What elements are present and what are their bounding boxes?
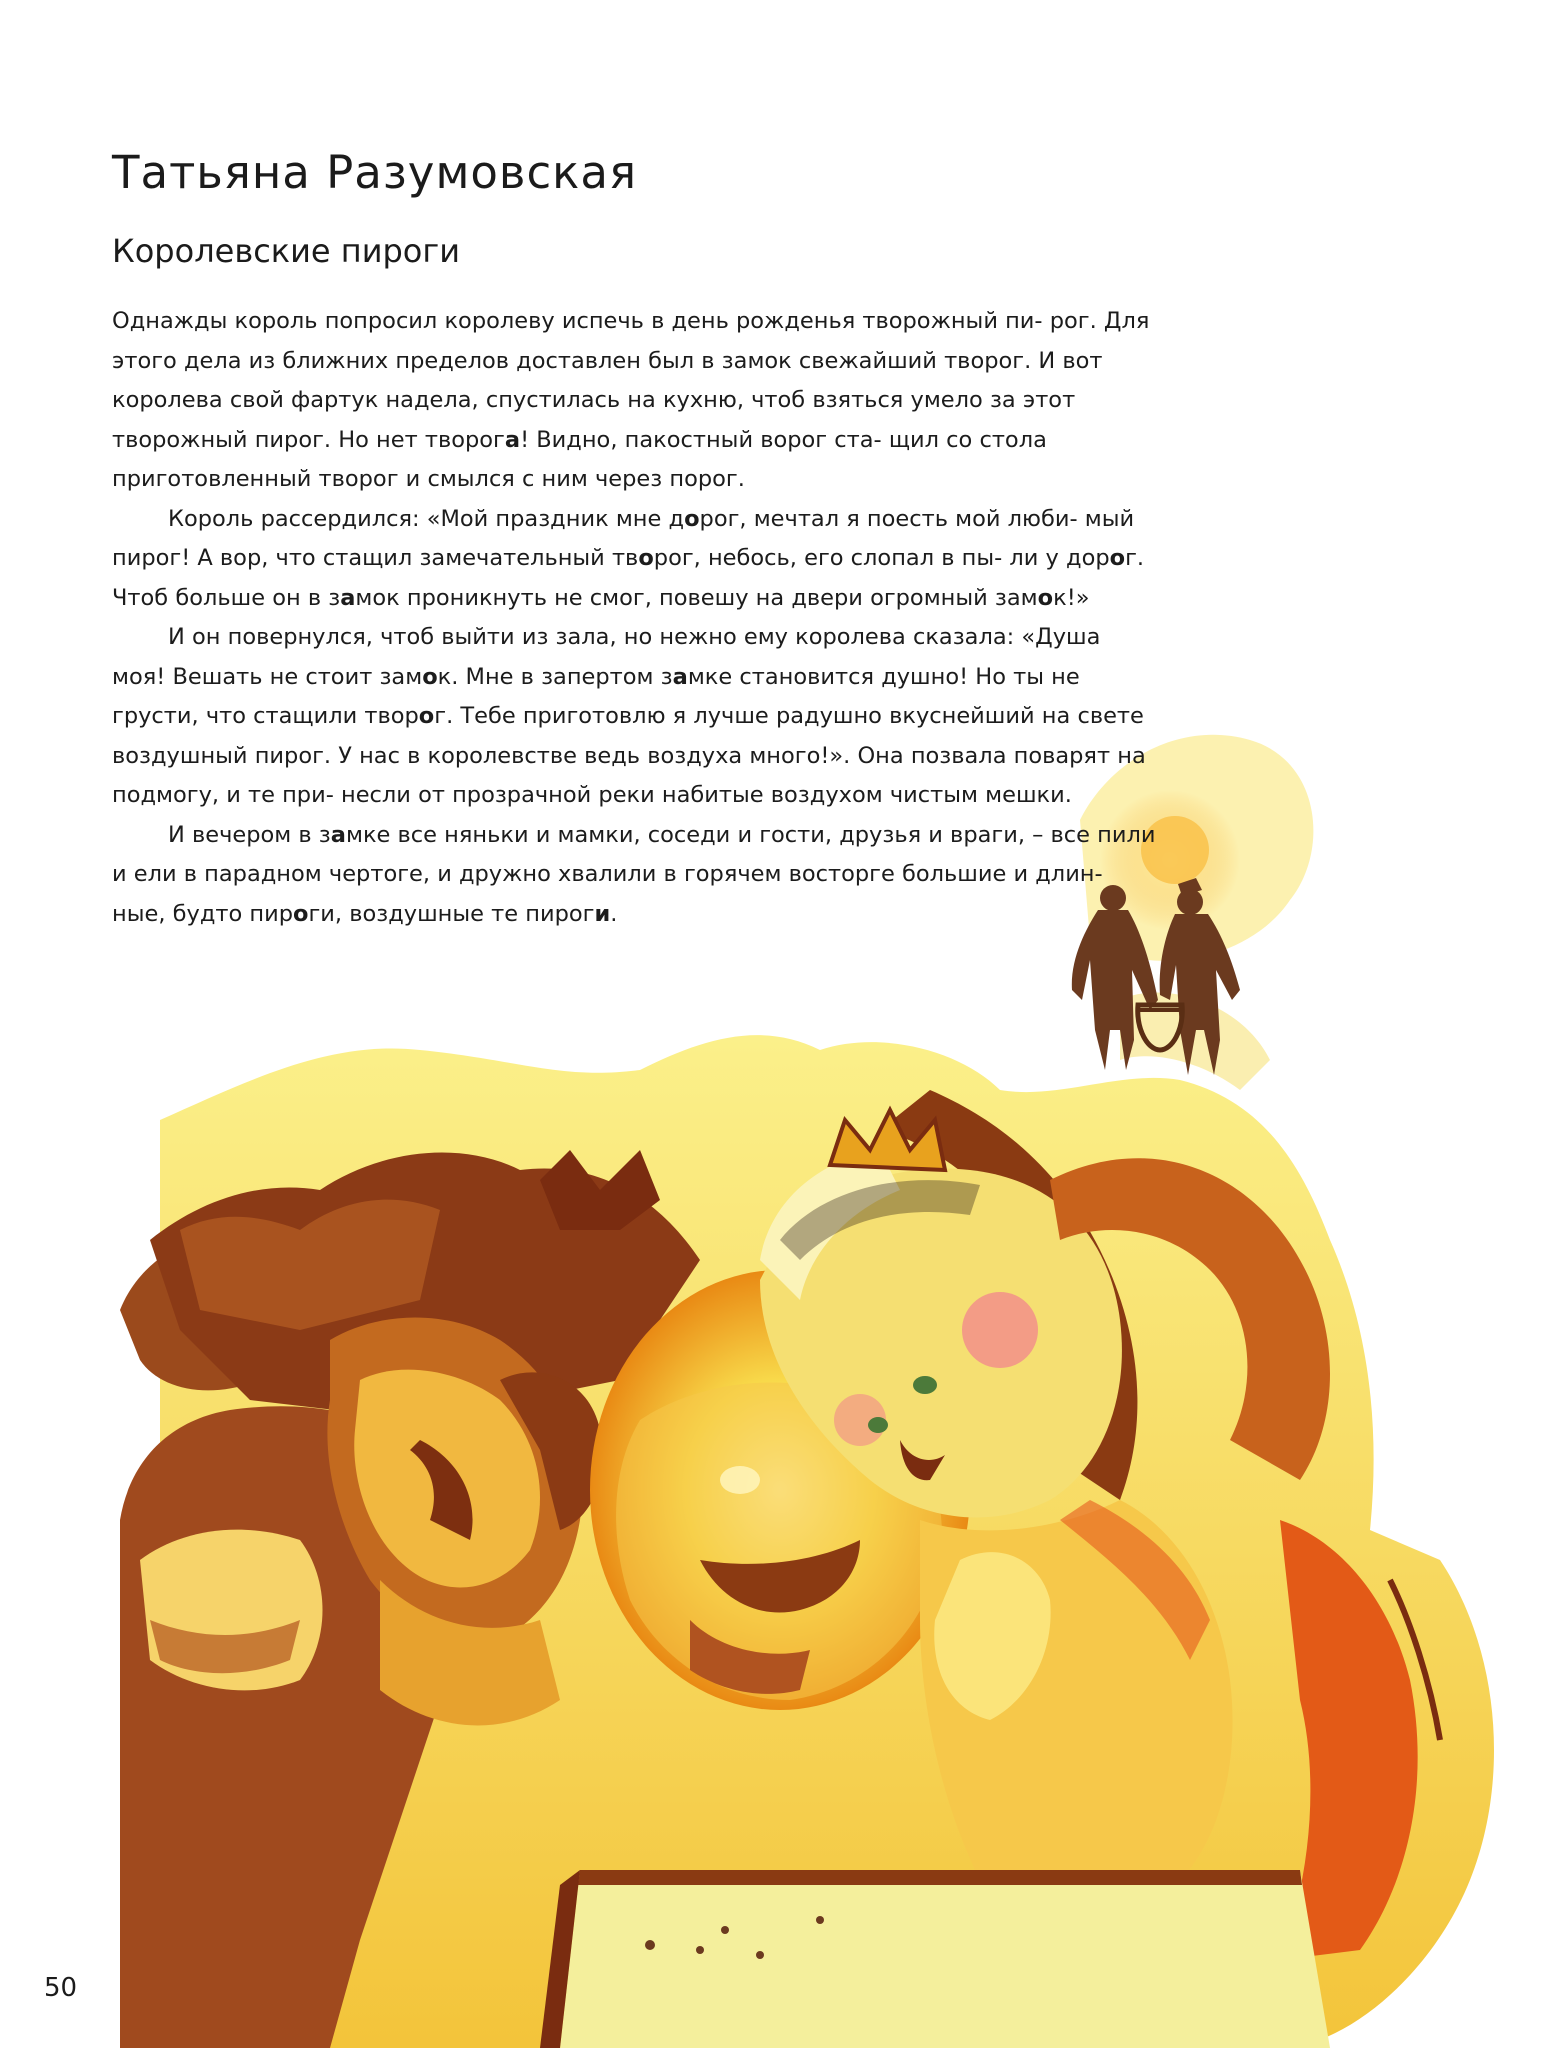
author-name: Татьяна Разумовская: [112, 146, 638, 199]
page-number: 50: [44, 1973, 78, 2003]
paragraph-2: Король рассердился: «Мой праздник мне дорог, мечтал я поесть мой люби- мый пирог! А вор, что стащил замечательный творог, небось, его слопал в пы- ли у дорог. Чтоб больше он в замок проникнуть не смог, повешу на двери огромный замок!»: [112, 505, 1145, 611]
paragraph-4: И вечером в замке все няньки и мамки, соседи и гости, друзья и враги, – все пили и ели в парадном чертоге, и дружно хвалили в горячем восторге большие и длин- ные, будто пироги, воздушные те пироги.: [112, 821, 1156, 927]
pie-board: [540, 1870, 1330, 2048]
paragraph-1: Однажды король попросил королеву испечь в день рожденья творожный пи- рог. Для этого дела из ближних пределов доставлен был в замок свежайший творог. И вот королева свой фартук надела, спустилась на кухню, чтоб взяться умело за этот творожный пирог. Но нет творога! Видно, пакостный ворог ста- щил со стола приготовленный творог и смылся с ним через порог.: [112, 308, 1150, 492]
story-text: [112, 302, 1157, 934]
story-title: Королевские пироги: [112, 232, 460, 270]
paragraph-3: И он повернулся, чтоб выйти из зала, но нежно ему королева сказала: «Душа моя! Вешать не стоит замок. Мне в запертом замке становится душно! Но ты не грусти, что стащили творог. Тебе приготовлю я лучше радушно вкуснейший на свете воздушный пирог. У нас в королевстве ведь воздуха много!». Она позвала поварят на подмогу, и те при- несли от прозрачной реки набитые воздухом чистым мешки.: [112, 624, 1146, 808]
